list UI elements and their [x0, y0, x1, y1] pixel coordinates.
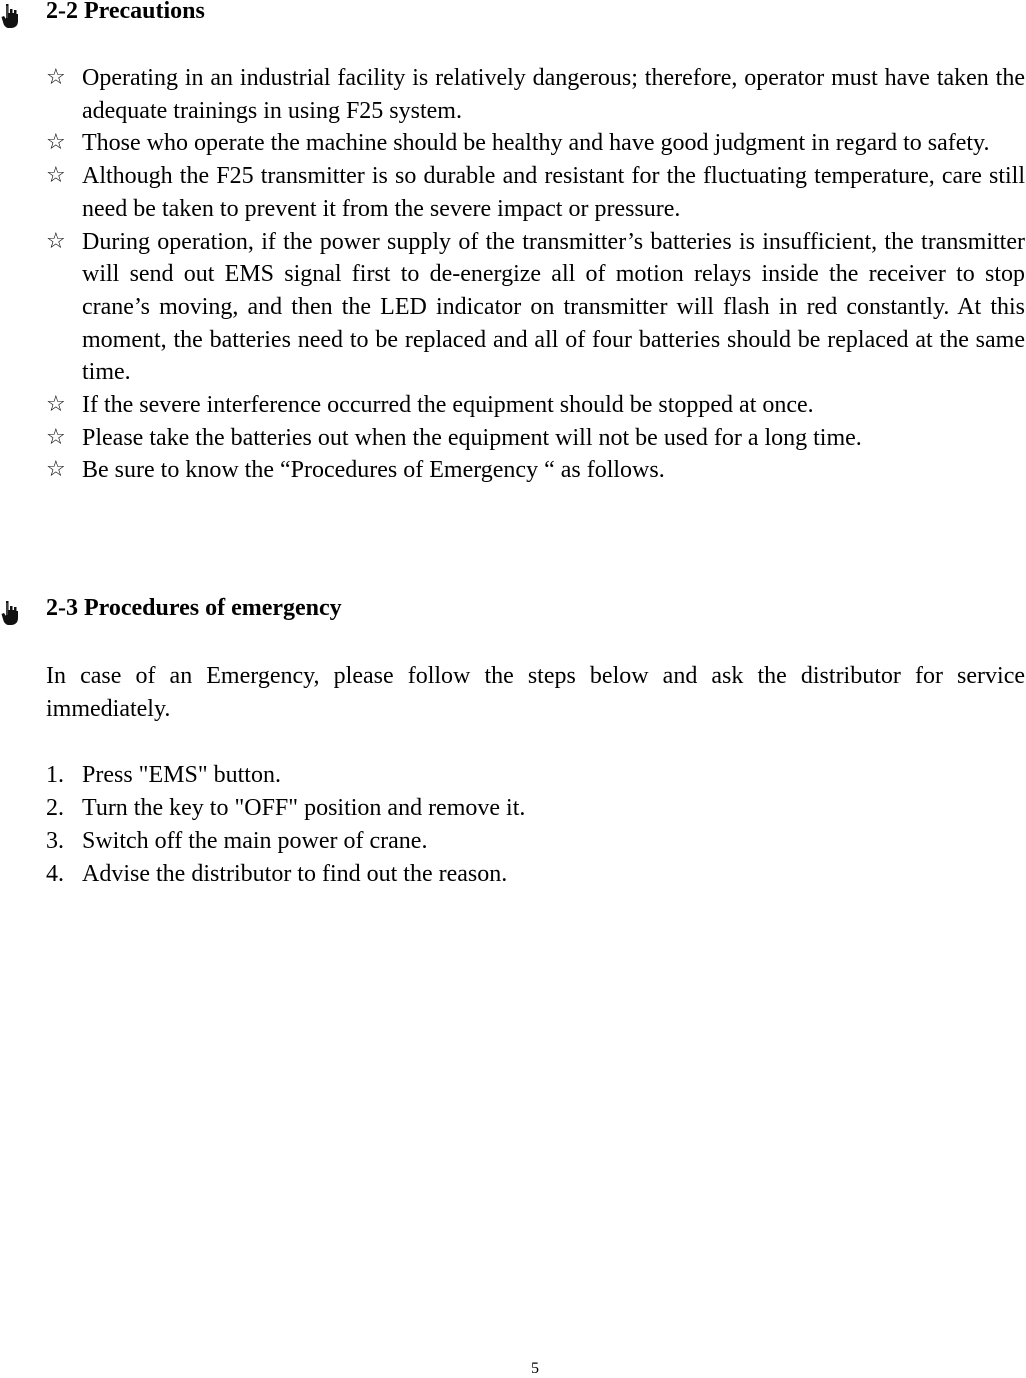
- precautions-list: [46, 62, 1025, 487]
- list-item: ☆ Please take the batteries out when the equipment will not be used for a long time.: [46, 422, 1025, 455]
- section-title: 2-2 Precautions: [46, 0, 205, 24]
- step-text: Advise the distributor to find out the reason.: [82, 861, 508, 887]
- step-item: [46, 792, 1025, 825]
- section-heading-precautions: [0, 0, 1000, 30]
- step-number: 4.: [46, 861, 64, 887]
- step-item: [46, 759, 1025, 792]
- list-item: ☆ Operating in an industrial facility is relatively dangerous; therefore, operator must have taken the adequate trainings in using F25 system.: [46, 62, 1025, 127]
- star-bullet-icon: ☆: [46, 424, 66, 450]
- star-bullet-icon: ☆: [46, 228, 66, 254]
- list-item: ☆ Be sure to know the “Procedures of Emergency “ as follows.: [46, 454, 1025, 487]
- star-bullet-icon: ☆: [46, 457, 66, 483]
- list-item: ☆ Those who operate the machine should be healthy and have good judgment in regard to safety.: [46, 127, 1025, 160]
- list-item: ☆ Although the F25 transmitter is so durable and resistant for the fluctuating temperature, care still need be taken to prevent it from the severe impact or pressure.: [46, 160, 1025, 225]
- section-heading-emergency: [0, 597, 1000, 627]
- step-number: 1.: [46, 762, 64, 788]
- step-number: 3.: [46, 828, 64, 854]
- star-bullet-icon: ☆: [46, 392, 66, 418]
- star-bullet-icon: ☆: [46, 65, 66, 90]
- step-text: Turn the key to "OFF" position and remove it.: [82, 795, 526, 821]
- emergency-steps-list: [46, 759, 1025, 891]
- page-number: 5: [531, 1360, 539, 1377]
- step-item: [46, 825, 1025, 858]
- hand-pointer-icon: [0, 599, 20, 627]
- section-title: 2-3 Procedures of emergency: [46, 595, 342, 621]
- step-text: Switch off the main power of crane.: [82, 828, 428, 854]
- step-number: 2.: [46, 795, 64, 821]
- step-text: Press "EMS" button.: [82, 762, 281, 788]
- list-item: ☆ During operation, if the power supply of the transmitter’s batteries is insufficient, the transmitter will send out EMS signal first to de-energize all of motion relays inside the receiver to stop crane’s moving, and then the LED indicator on transmitter will flash in red constantly. At this moment, the batteries need to be replaced and all of four batteries should be replaced at the same time.: [46, 226, 1025, 390]
- star-bullet-icon: ☆: [46, 130, 66, 156]
- star-bullet-icon: ☆: [46, 163, 66, 189]
- hand-pointer-icon: [0, 2, 20, 30]
- emergency-intro: In case of an Emergency, please follow the steps below and ask the distributor for service immediately.: [46, 663, 1025, 722]
- list-item: ☆ If the severe interference occurred the equipment should be stopped at once.: [46, 389, 1025, 422]
- step-item: [46, 858, 1025, 891]
